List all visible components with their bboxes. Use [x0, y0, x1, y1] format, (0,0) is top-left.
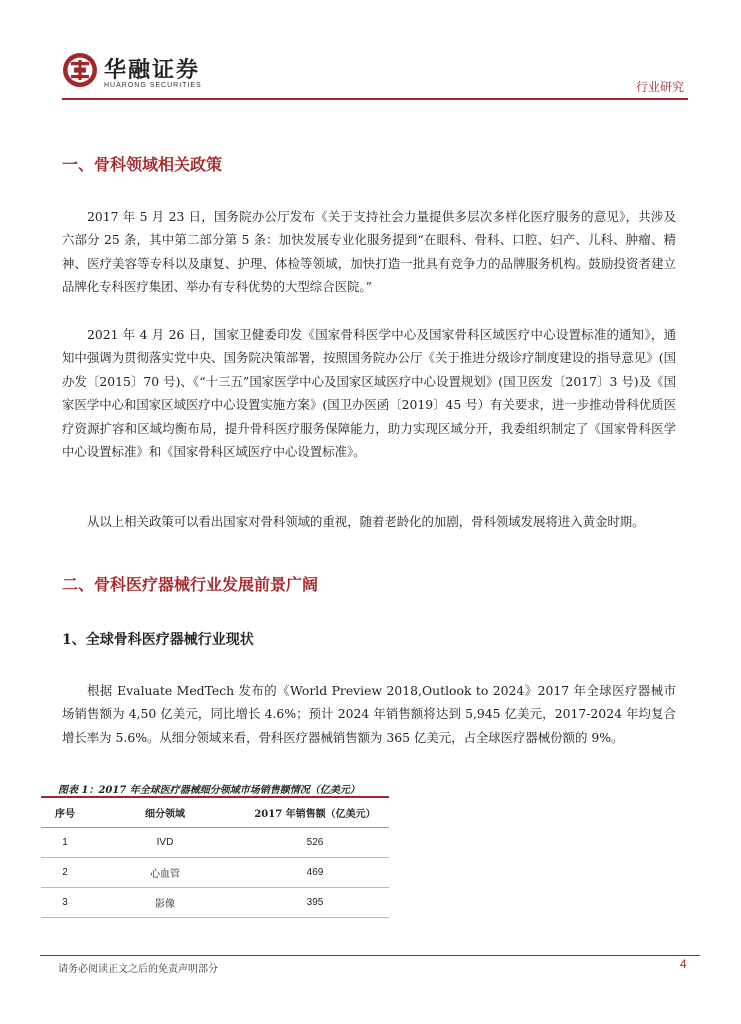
table-row [41, 858, 389, 888]
paragraph-policy-2017: 2017 年 5 月 23 日，国务院办公厅发布《关于支持社会力量提供多层次多样化医疗服务的意见》，共涉及六部分 25 条，其中第二部分第 5 条：加快发展专业化服务提到“在眼科、骨科、口腔、妇产、儿科、肿瘤、精神、医疗美容等专科以及康复、护理、体检等领域，加快打造一批具有竞争力的品牌服务机构。鼓励投资者建立品牌化专科医疗集团、举办有专科优势的大型综合医院。” [62, 209, 676, 295]
market-sales-table [41, 798, 389, 918]
section-title-outlook: 二、骨科医疗器械行业发展前景广阔 [62, 575, 319, 594]
header-divider [62, 98, 688, 100]
subsection-title-global: 1、全球骨科医疗器械行业现状 [62, 632, 254, 648]
cell-index: 2 [41, 858, 89, 888]
table-row [41, 888, 389, 918]
header-index: 序号 [41, 798, 89, 828]
footer-disclaimer: 请务必阅读正文之后的免责声明部分 [58, 964, 218, 975]
huarong-logo-icon [62, 52, 98, 88]
header-sales: 2017 年销售额（亿美元） [241, 798, 389, 828]
page-header [0, 0, 741, 100]
table-header-row [41, 798, 389, 828]
header-segment: 细分领域 [89, 798, 241, 828]
table-row [41, 828, 389, 858]
cell-index: 3 [41, 888, 89, 918]
page-number: 4 [680, 957, 687, 971]
cell-sales: 469 [241, 858, 389, 888]
section-title-policy: 一、骨科领域相关政策 [62, 155, 223, 174]
paragraph-policy-summary: 从以上相关政策可以看出国家对骨科领域的重视，随着老龄化的加剧，骨科领域发展将进入黄金时期。 [87, 514, 645, 529]
cell-index: 1 [41, 828, 89, 858]
cell-segment: 影像 [89, 888, 241, 918]
cell-segment: IVD [89, 828, 241, 858]
table-caption: 图表 1：2017 年全球医疗器械细分领域市场销售额情况（亿美元） [58, 785, 360, 796]
logo-text-en: HUARONG SECURITIES [104, 82, 202, 89]
paragraph-global-market: 根据 Evaluate MedTech 发布的《World Preview 2018,Outlook to 2024》2017 年全球医疗器械市场销售额为 4,50 亿美元，同比增长 4.6%；预计 2024 年销售额将达到 5,945 亿美元，2017-2024 年均复合增长率为 5.6%。从细分领域来看，骨科医疗器械销售额为 365 亿美元，占全球医疗器械份额的 9%。 [62, 683, 676, 745]
paragraph-policy-2021: 2021 年 4 月 26 日，国家卫健委印发《国家骨科医学中心及国家骨科区域医疗中心设置标准的通知》，通知中强调为贯彻落实党中央、国务院决策部署，按照国务院办公厅《关于推进分级诊疗制度建设的指导意见》(国办发〔2015〕70 号)、《“十三五”国家医学中心及国家区域医疗中心设置规划》(国卫医发〔2017〕3 号)及《国家医学中心和国家区域医疗中心设置实施方案》(国卫办医函〔2019〕45 号）有关要求，进一步推动骨科优质医疗资源扩容和区域均衡布局，提升骨科医疗服务保障能力，助力实现区域分开，我委组织制定了《国家骨科医学中心设置标准》和《国家骨科区域医疗中心设置标准》。 [62, 327, 676, 460]
cell-sales: 526 [241, 828, 389, 858]
cell-sales: 395 [241, 888, 389, 918]
cell-segment: 心血管 [89, 858, 241, 888]
logo-text-cn: 华融证券 [104, 57, 201, 83]
footer-divider [40, 955, 700, 956]
report-type-label: 行业研究 [636, 80, 685, 94]
